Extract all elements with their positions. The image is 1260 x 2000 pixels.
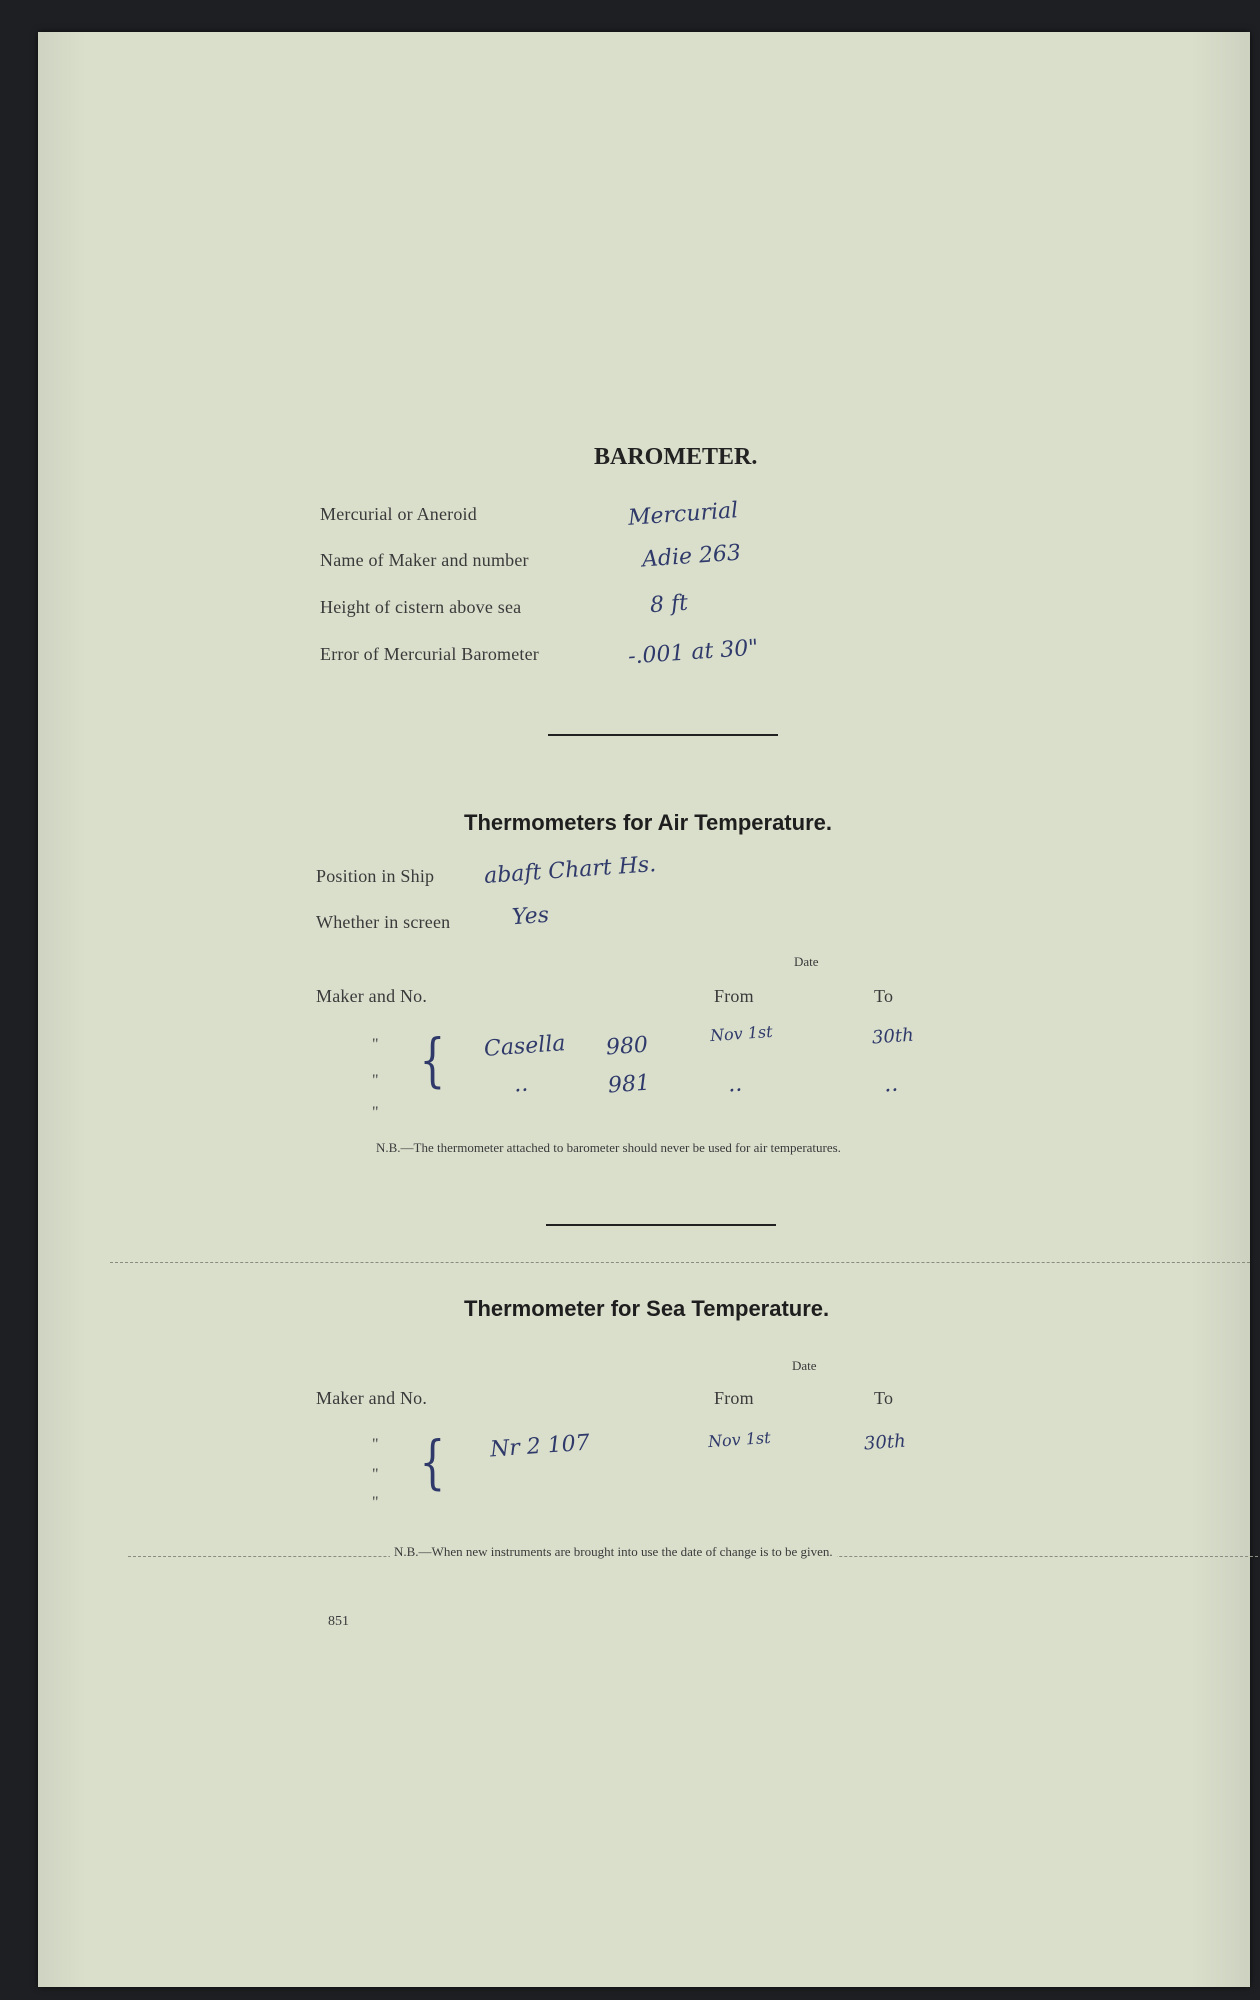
air-row-2-from: .. xyxy=(727,1071,743,1098)
air-to-header: To xyxy=(874,986,894,1006)
air-row-2-to: .. xyxy=(883,1071,899,1098)
fold-line xyxy=(110,1262,1250,1263)
ditto-mark: " xyxy=(372,1466,379,1483)
ditto-mark: " xyxy=(372,1104,379,1121)
sea-date-label: Date xyxy=(792,1358,817,1373)
in-screen-label: Whether in screen xyxy=(316,912,451,932)
ditto-mark: " xyxy=(372,1494,379,1511)
air-maker-header: Maker and No. xyxy=(316,986,428,1006)
sea-row-1-to: 30th xyxy=(863,1430,907,1455)
air-date-label: Date xyxy=(794,954,819,969)
ditto-mark: " xyxy=(372,1072,379,1089)
air-row-1-number: 980 xyxy=(605,1032,649,1061)
sea-thermometer-heading: Thermometer for Sea Temperature. xyxy=(464,1296,830,1321)
bracket-mark: { xyxy=(419,1428,446,1496)
sea-note: N.B.—When new instruments are brought into use the date of change is to be given. xyxy=(390,1544,837,1560)
in-screen-value: Yes xyxy=(511,902,550,931)
mercurial-value: Mercurial xyxy=(627,498,740,531)
section-divider xyxy=(548,734,778,736)
sea-from-header: From xyxy=(714,1388,754,1408)
air-row-1-to: 30th xyxy=(871,1024,915,1049)
bracket-mark: { xyxy=(419,1026,446,1094)
air-row-2-number: 981 xyxy=(607,1070,651,1099)
sea-maker-header: Maker and No. xyxy=(316,1388,428,1408)
air-note: N.B.—The thermometer attached to barometer should never be used for air temperatures. xyxy=(376,1140,841,1155)
cistern-height-value: 8 ft xyxy=(649,590,689,619)
barometer-error-value: -.001 at 30" xyxy=(627,635,760,670)
position-in-ship-value: abaft Chart Hs. xyxy=(483,852,657,889)
ditto-mark: " xyxy=(372,1436,379,1453)
air-row-2-maker: .. xyxy=(513,1071,529,1098)
air-row-1-maker: Casella xyxy=(483,1031,567,1062)
mercurial-label: Mercurial or Aneroid xyxy=(320,504,477,524)
air-thermometers-heading: Thermometers for Air Temperature. xyxy=(464,810,832,835)
position-in-ship-label: Position in Ship xyxy=(316,866,435,886)
maker-number-label: Name of Maker and number xyxy=(320,550,529,570)
cistern-height-label: Height of cistern above sea xyxy=(320,597,522,617)
barometer-heading: BAROMETER. xyxy=(594,444,758,470)
air-row-1-from: Nov 1st xyxy=(709,1021,774,1046)
sea-row-1-from: Nov 1st xyxy=(707,1427,772,1452)
air-from-header: From xyxy=(714,986,754,1006)
ditto-mark: " xyxy=(372,1036,379,1053)
sea-to-header: To xyxy=(874,1388,894,1408)
barometer-error-label: Error of Mercurial Barometer xyxy=(320,644,539,664)
section-divider xyxy=(546,1224,776,1226)
sea-row-1-maker: Nr 2 107 xyxy=(489,1430,591,1463)
maker-number-value: Adie 263 xyxy=(641,540,742,573)
form-number: 851 xyxy=(328,1614,349,1629)
form-page xyxy=(38,32,1250,1987)
